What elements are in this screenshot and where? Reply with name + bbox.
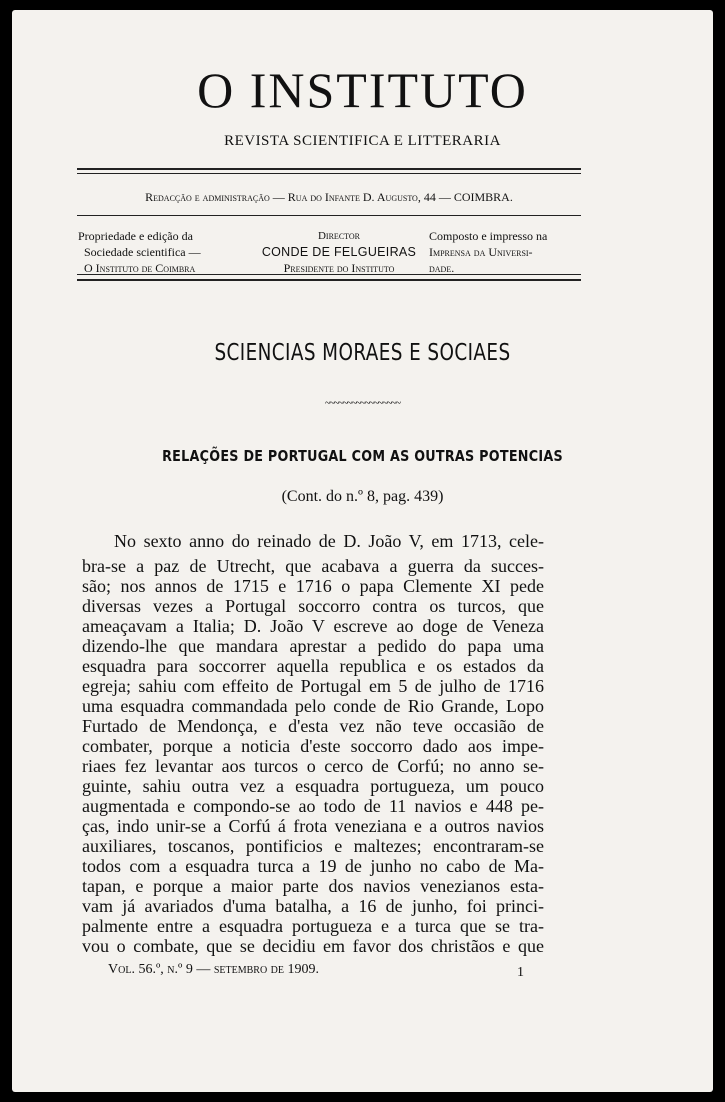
body-line: No sexto anno do reinado de D. João V, em 1713, cele- [114, 531, 544, 551]
body-line: bra-se a paz de Utrecht, que acabava a guerra da succes- [82, 556, 544, 576]
body-line: palmente entre a esquadra portugueza e a turca que se tra- [82, 916, 544, 936]
body-line: egreja; sahiu com effeito de Portugal em 5 de julho de 1716 [82, 676, 544, 696]
body-line: uma esquadra commandada pelo conde de Rio Grande, Lopo [82, 696, 544, 716]
director-name: CONDE DE FELGUEIRAS [261, 245, 417, 259]
header-rule-top-thick [77, 168, 581, 170]
journal-title: O INSTITUTO [197, 62, 528, 118]
header-rule-top-thin [77, 173, 581, 174]
credits-left [78, 228, 248, 276]
body-line: ameaçavam a Italia; D. João V escreve ao doge de Veneza [82, 616, 544, 636]
volume-footer: Vol. 56.º, n.º 9 — setembro de 1909. [108, 962, 320, 977]
body-line: todos com a esquadra turca a 19 de junho no cabo de Ma- [82, 856, 544, 876]
section-title: SCIENCIAS MORAES E SOCIAES [214, 340, 511, 366]
credits-right-line: Imprensa da Universi- [429, 245, 533, 259]
body-line: combater, porque a noticia d'este soccorro dado aos impe- [82, 736, 544, 756]
body-line: vou o combate, que se decidiu em favor dos christãos e que [82, 936, 544, 956]
article-title: RELAÇÕES DE PORTUGAL COM AS OUTRAS POTENCIAS [162, 447, 563, 465]
body-line: guinte, sahiu outra vez a esquadra portugueza, um pouco [82, 776, 544, 796]
credits-left-line: Propriedade e edição da [78, 229, 193, 243]
body-line: tapan, e porque a maior parte dos navios venezianos esta- [82, 876, 544, 896]
credits-right-line: Composto e impresso na [429, 229, 548, 243]
article-continuation: (Cont. do n.º 8, pag. 439) [281, 488, 444, 505]
credits-middle [244, 228, 434, 276]
body-line: são; nos annos de 1715 e 1716 o papa Clemente XI pede [82, 576, 544, 596]
body-line: esquadra para soccorrer aquella republica e os estados da [82, 656, 544, 676]
redaccao-line: Redacção e administração — Rua do Infante D. Augusto, 44 — COIMBRA. [145, 190, 513, 204]
header-rule-middle [77, 215, 581, 216]
director-role: Presidente do Instituto [283, 261, 395, 275]
credits-right [429, 228, 589, 276]
journal-page [12, 10, 713, 1092]
body-line: augmentada e compondo-se ao todo de 11 navios e 448 pe- [82, 796, 544, 816]
header-rule-bottom-thick [77, 279, 581, 281]
header-rule-bottom-thin [77, 274, 581, 275]
body-line: dizendo-lhe que mandara aprestar a pedido do papa uma [82, 636, 544, 656]
journal-subtitle: REVISTA SCIENTIFICA E LITTERARIA [224, 133, 501, 149]
section-ornament: ~~~~~~~~~~~~~~~~~ [325, 398, 400, 409]
body-line: diversas vezes a Portugal soccorro contra os turcos, que [82, 596, 544, 616]
body-line: auxiliares, toscanos, pontificios e maltezes; encontraram-se [82, 836, 544, 856]
director-label: Director [317, 230, 361, 242]
body-line: vam já avariados d'uma batalha, a 16 de junho, foi princi- [82, 896, 544, 916]
credits-left-line: Sociedade scientifica — [84, 245, 201, 259]
body-line: riaes fez levantar aos turcos o cerco de Corfú; no anno se- [82, 756, 544, 776]
body-line: Furtado de Mendonça, e d'esta vez não teve occasião de [82, 716, 544, 736]
credits-left-line: O Instituto de Coimbra [84, 261, 196, 275]
credits-right-line: dade. [429, 261, 455, 275]
signature-mark: 1 [517, 965, 524, 980]
body-line: ças, indo unir-se a Corfú á frota veneziana e a outros navios [82, 816, 544, 836]
